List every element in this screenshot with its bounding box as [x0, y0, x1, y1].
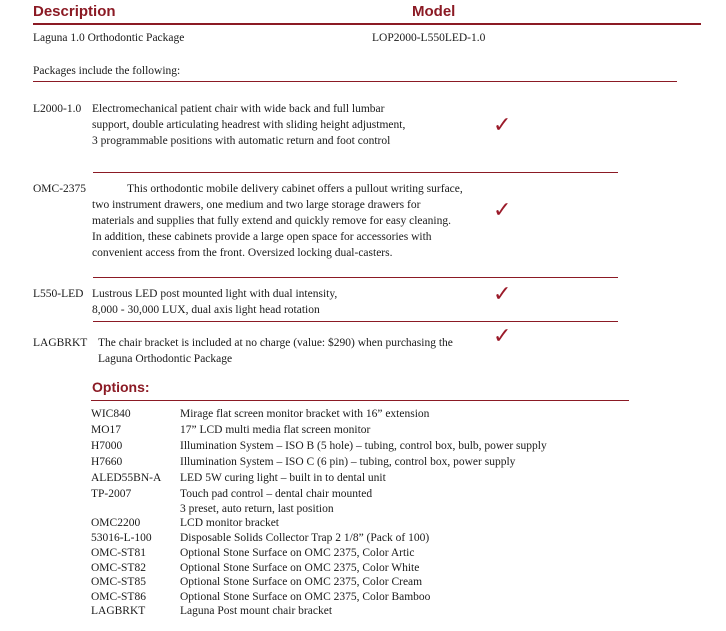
- option-desc: 17” LCD multi media flat screen monitor: [180, 424, 371, 436]
- item-desc-line: support, double articulating headrest with sliding height adjustment,: [92, 119, 406, 131]
- option-desc: Mirage flat screen monitor bracket with 16” extension: [180, 408, 430, 420]
- option-desc: Disposable Solids Collector Trap 2 1/8” (Pack of 100): [180, 532, 430, 544]
- option-desc: Illumination System – ISO C (6 pin) – tubing, control box, power supply: [180, 456, 516, 468]
- item-desc-line: The chair bracket is included at no charge (value: $290) when purchasing the: [98, 337, 453, 349]
- option-desc: 3 preset, auto return, last position: [180, 503, 334, 515]
- option-code: ALED55BN-A: [91, 472, 162, 484]
- check-icon: ✓: [493, 324, 512, 349]
- option-row: [91, 455, 691, 470]
- model-heading: Model: [412, 3, 456, 20]
- option-row: [91, 575, 691, 590]
- option-row: [91, 502, 691, 517]
- item-desc-line: Lustrous LED post mounted light with dual intensity,: [92, 288, 338, 300]
- item-code: LAGBRKT: [33, 337, 88, 349]
- package-name: Laguna 1.0 Orthodontic Package: [33, 32, 185, 44]
- option-code: WIC840: [91, 408, 131, 420]
- options-divider: [91, 400, 629, 401]
- option-desc: Illumination System – ISO B (5 hole) – tubing, control box, bulb, power supply: [180, 440, 547, 452]
- option-desc: Laguna Post mount chair bracket: [180, 605, 333, 617]
- item-desc-line: 8,000 - 30,000 LUX, dual axis light head rotation: [92, 304, 320, 316]
- option-desc: LCD monitor bracket: [180, 517, 280, 529]
- option-row: [91, 531, 691, 546]
- check-icon: ✓: [493, 282, 512, 307]
- option-code: OMC-ST82: [91, 562, 146, 574]
- option-row: [91, 471, 691, 486]
- option-desc: LED 5W curing light – built in to dental unit: [180, 472, 386, 484]
- item-divider: [93, 277, 618, 278]
- item-desc-line: convenient access from the front. Oversized locking dual-casters.: [92, 247, 393, 259]
- option-desc: Touch pad control – dental chair mounted: [180, 488, 373, 500]
- option-code: TP-2007: [91, 488, 132, 500]
- option-row: [91, 590, 691, 605]
- option-code: H7000: [91, 440, 123, 452]
- option-row: [91, 487, 691, 502]
- option-row: [91, 439, 691, 454]
- option-desc: Optional Stone Surface on OMC 2375, Color White: [180, 562, 420, 574]
- description-heading: Description: [33, 3, 116, 20]
- option-code: OMC-ST85: [91, 576, 146, 588]
- item-desc-line: Laguna Orthodontic Package: [98, 353, 233, 365]
- item-code: L2000-1.0: [33, 103, 82, 115]
- option-row: [91, 546, 691, 561]
- item-divider: [93, 321, 618, 322]
- item-desc-line: materials and supplies that fully extend and quickly remove for easy cleaning.: [92, 215, 451, 227]
- item-desc-line: 3 programmable positions with automatic return and foot control: [92, 135, 391, 147]
- package-includes-label: Packages include the following:: [33, 65, 181, 77]
- header-divider: [33, 23, 701, 25]
- option-desc: Optional Stone Surface on OMC 2375, Color Artic: [180, 547, 415, 559]
- option-code: OMC2200: [91, 517, 141, 529]
- option-code: OMC-ST81: [91, 547, 146, 559]
- package-model: LOP2000-L550LED-1.0: [372, 32, 486, 44]
- option-desc: Optional Stone Surface on OMC 2375, Color Bamboo: [180, 591, 431, 603]
- option-row: [91, 423, 691, 438]
- options-title: Options:: [92, 379, 150, 395]
- item-code: L550-LED: [33, 288, 84, 300]
- item-desc-line: This orthodontic mobile delivery cabinet offers a pullout writing surface,: [127, 183, 463, 195]
- option-code: 53016-L-100: [91, 532, 152, 544]
- includes-divider: [33, 81, 677, 82]
- option-code: MO17: [91, 424, 122, 436]
- item-desc-line: Electromechanical patient chair with wide back and full lumbar: [92, 103, 385, 115]
- item-code: OMC-2375: [33, 183, 87, 195]
- item-desc-line: two instrument drawers, one medium and two large storage drawers for: [92, 199, 421, 211]
- option-code: H7660: [91, 456, 123, 468]
- option-row: [91, 407, 691, 422]
- option-code: OMC-ST86: [91, 591, 146, 603]
- item-desc-line: In addition, these cabinets provide a large open space for accessories with: [92, 231, 432, 243]
- option-row: [91, 516, 691, 531]
- option-row: [91, 561, 691, 576]
- check-icon: ✓: [493, 113, 512, 138]
- option-code: LAGBRKT: [91, 605, 146, 617]
- option-desc: Optional Stone Surface on OMC 2375, Color Cream: [180, 576, 423, 588]
- check-icon: ✓: [493, 198, 512, 223]
- item-divider: [93, 172, 618, 173]
- option-row: [91, 604, 691, 619]
